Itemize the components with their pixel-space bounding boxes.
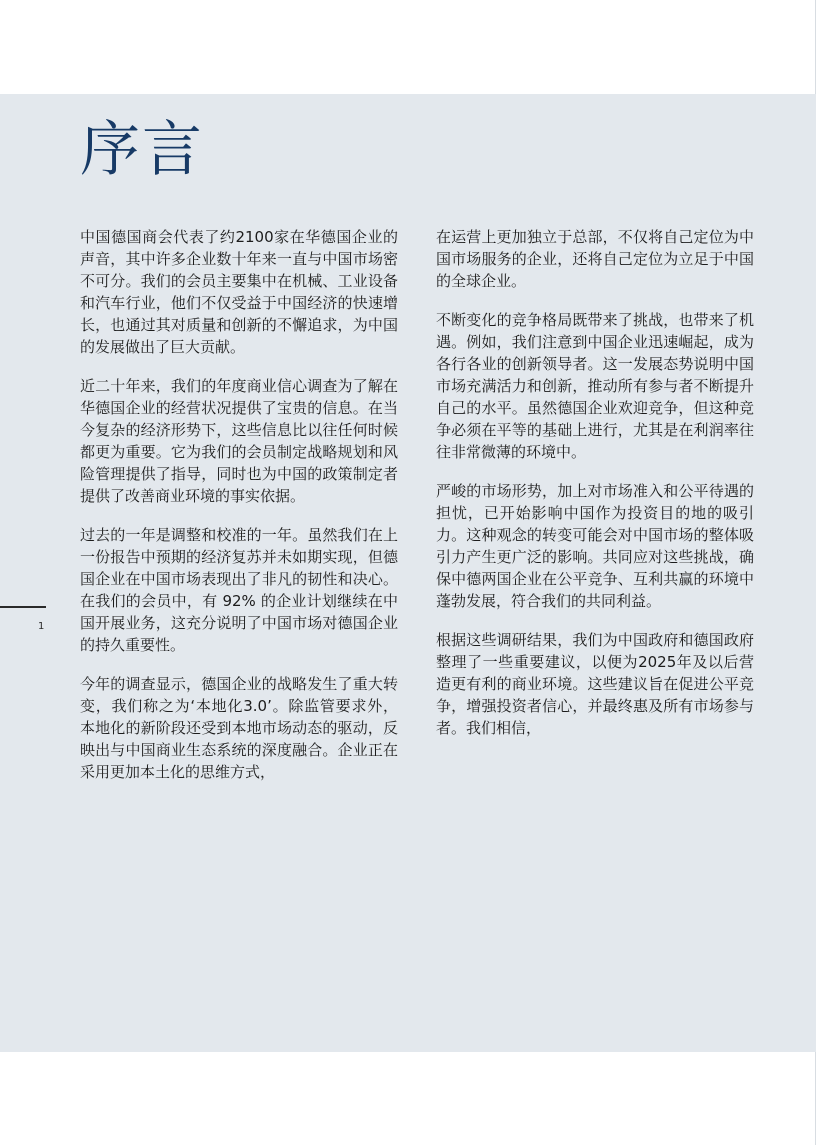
paragraph: 今年的调查显示，德国企业的战略发生了重大转变，我们称之为‘本地化3.0’。除监管要求外，本地化的新阶段还受到本地市场动态的驱动，反映出与中国商业生态系统的深度融合。企业正在采用更加本土化的思维方式，	[80, 675, 398, 781]
paragraph: 在运营上更加独立于总部，不仅将自己定位为中国市场服务的企业，还将自己定位为立足于中国的全球企业。	[436, 228, 754, 290]
paragraph: 根据这些调研结果，我们为中国政府和德国政府整理了一些重要建议，以便为2025年及以后营造更有利的商业环境。这些建议旨在促进公平竞争，增强投资者信心，并最终惠及所有市场参与者。我们相信，	[436, 631, 754, 737]
paragraph: 过去的一年是调整和校准的一年。虽然我们在上一份报告中预期的经济复苏并未如期实现，但德国企业在中国市场表现出了非凡的韧性和决心。在我们的会员中，有 92% 的企业计划继续在中国开展业务，这充分说明了中国市场对德国企业的持久重要性。	[80, 526, 398, 654]
page-title: 序言	[80, 115, 204, 185]
paragraph: 不断变化的竞争格局既带来了挑战，也带来了机遇。例如，我们注意到中国企业迅速崛起，成为各行各业的创新领导者。这一发展态势说明中国市场充满活力和创新，推动所有参与者不断提升自己的水平。虽然德国企业欢迎竞争，但这种竞争必须在平等的基础上进行，尤其是在利润率往往非常微薄的环境中。	[436, 311, 754, 461]
paragraph: 中国德国商会代表了约2100家在华德国企业的声音，其中许多企业数十年来一直与中国市场密不可分。我们的会员主要集中在机械、工业设备和汽车行业，他们不仅受益于中国经济的快速增长，也通过其对质量和创新的不懈追求，为中国的发展做出了巨大贡献。	[80, 228, 398, 356]
page-number-rule	[0, 606, 46, 608]
page-number: 1	[38, 621, 45, 632]
paragraph: 近二十年来，我们的年度商业信心调查为了解在华德国企业的经营状况提供了宝贵的信息。在当今复杂的经济形势下，这些信息比以往任何时候都更为重要。它为我们的会员制定战略规划和风险管理提供了指导，同时也为中国的政策制定者提供了改善商业环境的事实依据。	[80, 377, 398, 505]
left-column	[80, 226, 398, 800]
paragraph: 严峻的市场形势，加上对市场准入和公平待遇的担忧，已开始影响中国作为投资目的地的吸引力。这种观念的转变可能会对中国市场的整体吸引力产生更广泛的影响。共同应对这些挑战，确保中德两国企业在公平竞争、互利共赢的环境中蓬勃发展，符合我们的共同利益。	[436, 482, 754, 610]
right-column	[436, 226, 754, 756]
